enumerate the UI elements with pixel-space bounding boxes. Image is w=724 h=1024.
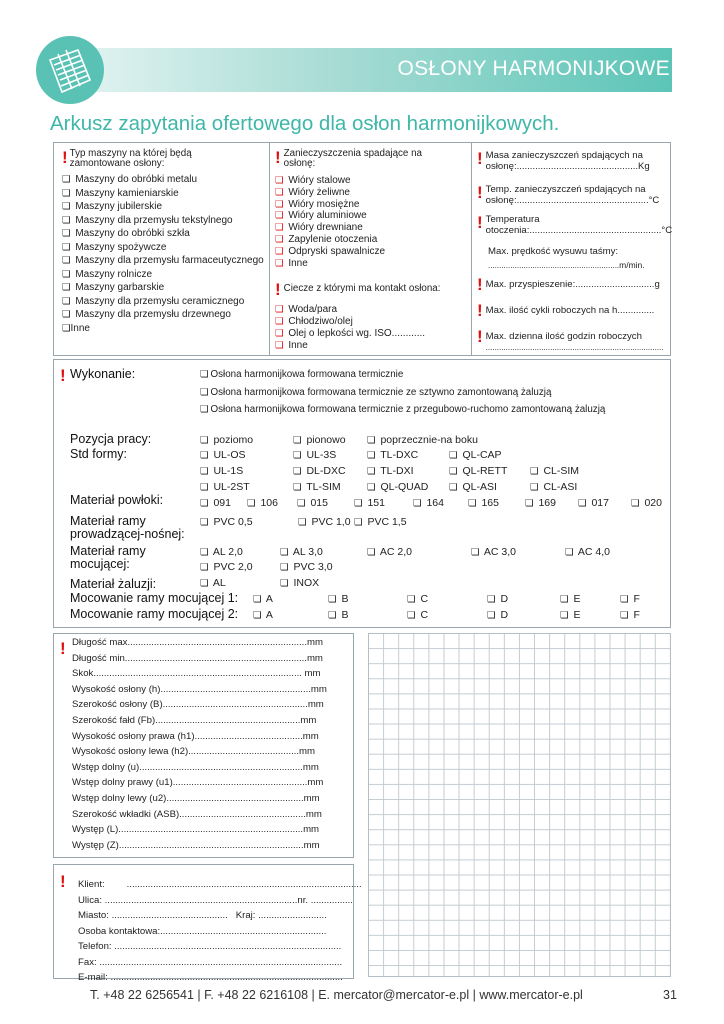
checkbox-icon[interactable]: ❏ <box>407 610 416 621</box>
page-title: Arkusz zapytania ofertowego dla osłon harmonijkowych. <box>50 112 560 135</box>
checkbox-icon[interactable]: ❏ <box>565 547 574 558</box>
work-position-option[interactable]: ❏ poziomo <box>200 434 254 446</box>
checkbox-icon[interactable]: ❏ <box>275 339 284 351</box>
mounting2-option[interactable]: ❏ A <box>253 609 273 621</box>
checkbox-icon[interactable]: ❏ <box>62 201 71 212</box>
checkbox-icon[interactable]: ❏ <box>253 610 262 621</box>
mounting2-option[interactable]: ❏ B <box>328 609 349 621</box>
contamination-option[interactable]: ❏ Wióry żeliwne <box>275 186 350 198</box>
std-form-option[interactable]: ❏ UL-3S <box>293 449 337 461</box>
checkbox-icon[interactable]: ❏ <box>275 222 284 234</box>
machine-type-option[interactable]: ❏ Maszyny garbarskie <box>62 282 165 293</box>
page-number: 31 <box>663 988 677 1002</box>
checkbox-icon[interactable]: ❏ <box>413 498 422 509</box>
contact-field[interactable]: Osoba kontaktowa:............................................................... <box>78 925 327 937</box>
checkbox-icon[interactable]: ❏ <box>367 482 376 493</box>
std-form-option[interactable]: ❏ TL-SIM <box>293 481 341 493</box>
contamination-option[interactable]: ❏ Zapylenie otoczenia <box>275 233 378 245</box>
checkbox-icon[interactable]: ❏ <box>200 498 209 509</box>
client-fields <box>78 877 362 986</box>
cover-material-option[interactable]: ❏ 164 <box>413 497 444 509</box>
checkbox-icon[interactable]: ❏ <box>367 435 376 446</box>
dimension-row[interactable]: Długość max....................................................................mm <box>72 637 323 648</box>
checkbox-icon[interactable]: ❏ <box>275 304 284 316</box>
mount-frame-material-option[interactable]: ❏ AC 3,0 <box>471 546 516 558</box>
std-form-option[interactable]: ❏ TL-DXC <box>367 449 419 461</box>
checkbox-icon[interactable]: ❏ <box>200 435 209 446</box>
mount-frame-material-option[interactable]: ❏ AC 2,0 <box>367 546 412 558</box>
cover-material-option[interactable]: ❏ 020 <box>631 497 662 509</box>
checkbox-icon[interactable]: ❏ <box>449 482 458 493</box>
mass-label: Masa zanieczyszczeń spdających na <box>485 150 643 161</box>
temp-label-2: osłonę: <box>485 195 517 206</box>
cover-material-label: Materiał powłoki: <box>70 493 164 507</box>
checkbox-icon[interactable]: ❏ <box>449 450 458 461</box>
warning-icon: ! <box>477 183 483 202</box>
checkbox-icon[interactable]: ❏ <box>200 517 209 528</box>
checkbox-icon[interactable]: ❏ <box>631 498 640 509</box>
liquid-option[interactable]: ❏ Inne <box>275 339 308 351</box>
checkbox-icon[interactable]: ❏ <box>275 316 284 328</box>
warning-icon: ! <box>275 280 281 300</box>
mounting2-label: Mocowanie ramy mocującej 2: <box>70 607 239 621</box>
checkbox-icon[interactable]: ❏ <box>620 610 629 621</box>
dimension-row[interactable]: Skok............................................................................... mm <box>72 668 321 680</box>
machine-type-option[interactable]: ❏ Maszyny jubilerskie <box>62 201 163 212</box>
contamination-option[interactable]: ❏ Wióry mosiężne <box>275 198 360 210</box>
liquid-option[interactable]: ❏ Olej o lepkości wg. ISO............ <box>275 327 426 339</box>
warning-icon: ! <box>275 148 281 167</box>
bellows-cover-logo-icon <box>36 36 104 104</box>
std-form-option[interactable]: ❏ QL-QUAD <box>367 481 429 493</box>
contamination-heading-2: osłonę: <box>283 158 316 169</box>
mounting2-option[interactable]: ❏ D <box>487 609 509 621</box>
checkbox-icon[interactable]: ❏ <box>200 450 209 461</box>
column-divider <box>269 142 270 356</box>
liquids-heading: Ciecze z którymi ma kontakt osłona: <box>283 283 441 295</box>
contamination-option[interactable]: ❏ Inne <box>275 257 308 269</box>
machine-type-heading: Typ maszyny na której będą <box>69 148 192 159</box>
std-form-option[interactable]: ❏ QL-ASI <box>449 481 497 493</box>
frame-material-label-2: prowadzącej-nośnej: <box>70 527 185 541</box>
execution-label: Wykonanie: <box>70 367 136 381</box>
contamination-section <box>275 149 469 352</box>
cover-material-option[interactable]: ❏ 106 <box>247 497 278 509</box>
checkbox-icon[interactable]: ❏ <box>275 186 284 198</box>
parameters-section <box>477 149 673 353</box>
mount-frame-material-option[interactable]: ❏ AC 4,0 <box>565 546 610 558</box>
work-position-option[interactable]: ❏ poprzecznie-na boku <box>367 434 478 446</box>
checkbox-icon[interactable]: ❏ <box>62 295 71 307</box>
execution-option[interactable]: ❏ Osłona harmonijkowa formowana termicznie <box>200 369 404 380</box>
checkbox-icon[interactable]: ❏ <box>280 547 289 558</box>
ambient-label: Temperatura <box>485 214 540 225</box>
execution-option[interactable]: ❏ Osłona harmonijkowa formowana termicznie z przegubowo-ruchomo zamontowaną żaluzją <box>200 404 606 415</box>
warning-icon: ! <box>477 301 483 320</box>
mounting1-label: Mocowanie ramy mocującej 1: <box>70 591 239 605</box>
checkbox-icon[interactable]: ❏ <box>62 241 71 253</box>
cover-material-option[interactable]: ❏ 165 <box>468 497 499 509</box>
checkbox-icon[interactable]: ❏ <box>367 547 376 558</box>
checkbox-icon[interactable]: ❏ <box>200 562 209 573</box>
warning-icon: ! <box>477 275 483 294</box>
checkbox-icon[interactable]: ❏ <box>367 450 376 461</box>
warning-icon: ! <box>477 149 483 168</box>
checkbox-icon[interactable]: ❏ <box>275 210 284 222</box>
cover-material-option[interactable]: ❏ 017 <box>578 497 609 509</box>
machine-type-option[interactable]: ❏ Maszyny kamieniarskie <box>62 187 179 199</box>
machine-type-option[interactable]: ❏Inne <box>62 322 90 334</box>
checkbox-icon[interactable]: ❏ <box>487 594 496 605</box>
accel-label: Max. przyspieszenie: <box>485 279 576 290</box>
mounting1-option[interactable]: ❏ C <box>407 593 429 605</box>
checkbox-icon[interactable]: ❏ <box>293 466 302 477</box>
execution-option[interactable]: ❏ Osłona harmonijkowa formowana termicznie ze sztywno zamontowaną żaluzją <box>200 386 552 398</box>
mount-frame-material-option[interactable]: ❏ AL 2,0 <box>200 546 243 558</box>
checkbox-icon[interactable]: ❏ <box>530 482 539 493</box>
dimension-row[interactable]: Wysokość osłony prawa (h1).........................................mm <box>72 730 319 742</box>
mounting2-option[interactable]: ❏ E <box>560 609 581 621</box>
dimension-row[interactable]: Występ (Z)......................................................................mm <box>72 839 320 851</box>
checkbox-icon[interactable]: ❏ <box>293 450 302 461</box>
std-form-option[interactable]: ❏ UL-2ST <box>200 481 250 493</box>
contamination-heading: Zanieczyszczenia spadające na <box>283 148 422 159</box>
temp-input[interactable]: .................................................. <box>516 195 649 206</box>
hours-input[interactable]: ................................................................................ <box>485 343 664 352</box>
checkbox-icon[interactable]: ❏ <box>468 498 477 509</box>
cycles-input[interactable]: .............. <box>617 305 655 316</box>
checkbox-icon[interactable]: ❏ <box>62 214 71 226</box>
speed-input[interactable]: ........................................................... <box>488 261 620 270</box>
ambient-unit: °C <box>661 225 673 236</box>
speed-unit: m/min. <box>619 260 645 270</box>
dimension-row[interactable]: Występ (L)......................................................................mm <box>72 824 320 836</box>
checkbox-icon[interactable]: ❏ <box>280 562 289 573</box>
column-divider <box>471 142 472 356</box>
ambient-label-2: otoczenia: <box>485 225 530 236</box>
mount-frame-material-option[interactable]: ❏ PVC 3,0 <box>280 561 333 573</box>
hours-label: Max. dzienna ilość godzin roboczych <box>485 331 642 342</box>
shutter-material-label: Materiał żaluzji: <box>70 577 157 591</box>
warning-icon: ! <box>60 639 66 658</box>
machine-type-option[interactable]: ❏ Maszyny dla przemysłu drzewnego <box>62 309 231 320</box>
dimension-row[interactable]: Wstęp dolny lewy (u2)....................................................mm <box>72 792 320 804</box>
contamination-option[interactable]: ❏ Wióry aluminiowe <box>275 210 367 222</box>
checkbox-icon[interactable]: ❏ <box>275 175 284 186</box>
dimension-row[interactable]: Szerokość wkładki (ASB)................................................mm <box>72 808 322 820</box>
std-form-option[interactable]: ❏ TL-DXI <box>367 465 414 477</box>
warning-icon: ! <box>477 327 483 346</box>
frame-material-option[interactable]: ❏ PVC 1,0 <box>298 516 351 528</box>
page-header-title: OSŁONY HARMONIJKOWE <box>397 57 670 80</box>
checkbox-icon[interactable]: ❏ <box>298 517 307 528</box>
checkbox-icon[interactable]: ❏ <box>200 386 209 398</box>
execution-options <box>200 366 605 419</box>
client-field[interactable]: Klient: ......................................................................................... <box>78 879 362 890</box>
cover-material-option[interactable]: ❏ 091 <box>200 497 231 509</box>
mounting2-option[interactable]: ❏ F <box>620 609 640 621</box>
checkbox-icon[interactable]: ❏ <box>62 282 71 293</box>
std-form-option[interactable]: ❏ UL-1S <box>200 465 244 477</box>
machine-type-option[interactable]: ❏ Maszyny dla przemysłu farmaceutycznego <box>62 255 264 266</box>
checkbox-icon[interactable]: ❏ <box>247 498 256 509</box>
work-position-label: Pozycja pracy: <box>70 432 152 446</box>
contamination-option[interactable]: ❏ Odpryski spawalnicze <box>275 245 386 257</box>
checkbox-icon[interactable]: ❏ <box>328 610 337 621</box>
checkbox-icon[interactable]: ❏ <box>297 498 306 509</box>
std-form-option[interactable]: ❏ UL-OS <box>200 449 246 461</box>
checkbox-icon[interactable]: ❏ <box>62 268 71 280</box>
checkbox-icon[interactable]: ❏ <box>530 466 539 477</box>
std-form-option[interactable]: ❏ CL-ASI <box>530 481 578 493</box>
checkbox-icon[interactable]: ❏ <box>407 594 416 605</box>
mounting1-option[interactable]: ❏ E <box>560 593 581 605</box>
mass-input[interactable]: .............................................. <box>516 161 639 172</box>
mass-unit: Kg <box>638 161 650 172</box>
warning-icon: ! <box>60 872 66 891</box>
dimension-row[interactable]: Wstęp dolny (u)..............................................................mm <box>72 761 319 773</box>
checkbox-icon[interactable]: ❏ <box>200 404 209 415</box>
checkbox-icon[interactable]: ❏ <box>449 466 458 477</box>
work-position-option[interactable]: ❏ pionowo <box>293 434 346 446</box>
mount-frame-material-label-1: Materiał ramy <box>70 544 146 558</box>
checkbox-icon[interactable]: ❏ <box>275 245 284 257</box>
mounting1-option[interactable]: ❏ A <box>253 593 273 605</box>
dimension-row[interactable]: Szerokość fałd (Fb).......................................................mm <box>72 714 317 726</box>
checkbox-icon[interactable]: ❏ <box>578 498 587 509</box>
street-field[interactable]: Ulica: .........................................................................nr. ................ <box>78 894 353 906</box>
machine-type-heading-2: zamontowane osłony: <box>69 158 165 169</box>
mounting1-option[interactable]: ❏ D <box>487 593 509 605</box>
checkbox-icon[interactable]: ❏ <box>275 327 284 339</box>
checkbox-icon[interactable]: ❏ <box>275 233 284 245</box>
checkbox-icon[interactable]: ❏ <box>200 482 209 493</box>
cover-material-option[interactable]: ❏ 015 <box>297 497 328 509</box>
mounting1-option[interactable]: ❏ F <box>620 593 640 605</box>
liquid-option[interactable]: ❏ Woda/para <box>275 304 338 316</box>
checkbox-icon[interactable]: ❏ <box>62 174 71 185</box>
city-field[interactable]: Miasto: ............................................ Kraj: .......................... <box>78 910 327 921</box>
dimension-row[interactable]: Wysokość osłony (h).........................................................mm <box>72 683 327 695</box>
checkbox-icon[interactable]: ❏ <box>293 482 302 493</box>
temp-label: Temp. zanieczyszczeń spdających na <box>485 184 646 195</box>
mounting1-option[interactable]: ❏ B <box>328 593 349 605</box>
checkbox-icon[interactable]: ❏ <box>354 517 363 528</box>
warning-icon: ! <box>477 213 483 232</box>
shutter-material-option[interactable]: ❏ INOX <box>280 577 320 589</box>
email-field[interactable]: E-mail: ........................................................................................ <box>78 972 343 983</box>
sketch-grid[interactable] <box>368 633 671 977</box>
dimensions-list <box>72 635 327 853</box>
std-form-option[interactable]: ❏ QL-CAP <box>449 449 502 461</box>
checkbox-icon[interactable]: ❏ <box>62 187 71 199</box>
checkbox-icon[interactable]: ❏ <box>487 610 496 621</box>
contamination-option[interactable]: ❏ Wióry stalowe <box>275 175 351 186</box>
checkbox-icon[interactable]: ❏ <box>200 547 209 558</box>
mounting2-option[interactable]: ❏ C <box>407 609 429 621</box>
liquid-option[interactable]: ❏ Chłodziwo/olej <box>275 316 353 328</box>
dimension-row[interactable]: Długość min.....................................................................mm <box>72 652 323 664</box>
checkbox-icon[interactable]: ❏ <box>354 498 363 509</box>
frame-material-label-1: Materiał ramy <box>70 514 146 528</box>
cover-material-option[interactable]: ❏ 169 <box>525 497 556 509</box>
speed-label: Max. prędkość wysuwu taśmy: <box>488 246 619 257</box>
checkbox-icon[interactable]: ❏ <box>62 228 71 239</box>
dimension-row[interactable]: Szerokość osłony (B).......................................................mm <box>72 699 324 711</box>
checkbox-icon[interactable]: ❏ <box>328 594 337 605</box>
mount-frame-material-option[interactable]: ❏ AL 3,0 <box>280 546 323 558</box>
std-form-option[interactable]: ❏ DL-DXC <box>293 465 346 477</box>
shutter-material-option[interactable]: ❏ AL <box>200 577 226 589</box>
checkbox-icon[interactable]: ❏ <box>560 594 569 605</box>
checkbox-icon[interactable]: ❏ <box>253 594 262 605</box>
checkbox-icon[interactable]: ❏ <box>62 322 71 334</box>
machine-type-option[interactable]: ❏ Maszyny dla przemysłu ceramicznego <box>62 295 245 307</box>
std-form-option[interactable]: ❏ QL-RETT <box>449 465 508 477</box>
mount-frame-material-label-2: mocującej: <box>70 557 130 571</box>
checkbox-icon[interactable]: ❏ <box>275 257 284 269</box>
machine-type-section <box>62 149 267 336</box>
cover-material-option[interactable]: ❏ 151 <box>354 497 385 509</box>
std-form-option[interactable]: ❏ CL-SIM <box>530 465 580 477</box>
machine-type-option[interactable]: ❏ Maszyny spożywcze <box>62 241 167 253</box>
warning-icon: ! <box>62 148 68 167</box>
mount-frame-material-label <box>70 545 146 571</box>
machine-type-option[interactable]: ❏ Maszyny rolnicze <box>62 268 153 280</box>
frame-material-option[interactable]: ❏ PVC 0,5 <box>200 516 253 528</box>
checkbox-icon[interactable]: ❏ <box>280 578 289 589</box>
footer-contact: T. +48 22 6256541 | F. +48 22 6216108 | E. mercator@mercator-e.pl | www.mercator-e.pl <box>90 988 583 1002</box>
warning-icon: ! <box>60 366 66 385</box>
machine-type-option[interactable]: ❏ Maszyny do obróbki metalu <box>62 174 198 185</box>
cycles-label: Max. ilość cykli roboczych na h <box>485 305 618 316</box>
checkbox-icon[interactable]: ❏ <box>525 498 534 509</box>
frame-material-label <box>70 515 185 541</box>
accel-input[interactable]: .............................. <box>575 279 655 290</box>
dimension-row[interactable]: Wysokość osłony lewa (h2)..........................................mm <box>72 746 315 758</box>
machine-type-option[interactable]: ❏ Maszyny dla przemysłu tekstylnego <box>62 214 233 226</box>
temp-unit: °C <box>648 195 660 206</box>
mount-frame-material-option[interactable]: ❏ PVC 2,0 <box>200 561 253 573</box>
checkbox-icon[interactable]: ❏ <box>200 369 209 380</box>
checkbox-icon[interactable]: ❏ <box>560 610 569 621</box>
checkbox-icon[interactable]: ❏ <box>62 255 71 266</box>
checkbox-icon[interactable]: ❏ <box>62 309 71 320</box>
checkbox-icon[interactable]: ❏ <box>275 198 284 210</box>
contamination-option[interactable]: ❏ Wióry drewniane <box>275 222 363 234</box>
checkbox-icon[interactable]: ❏ <box>620 594 629 605</box>
checkbox-icon[interactable]: ❏ <box>367 466 376 477</box>
ambient-input[interactable]: .................................................. <box>529 225 662 236</box>
mass-label-2: osłonę: <box>485 161 517 172</box>
std-forms-label: Std formy: <box>70 447 127 461</box>
frame-material-option[interactable]: ❏ PVC 1,5 <box>354 516 407 528</box>
checkbox-icon[interactable]: ❏ <box>293 435 302 446</box>
machine-type-option[interactable]: ❏ Maszyny do obróbki szkła <box>62 228 190 239</box>
checkbox-icon[interactable]: ❏ <box>200 466 209 477</box>
checkbox-icon[interactable]: ❏ <box>200 578 209 589</box>
checkbox-icon[interactable]: ❏ <box>471 547 480 558</box>
fax-field[interactable]: Fax: ............................................................................................ <box>78 956 343 968</box>
phone-field[interactable]: Telefon: ...................................................................................... <box>78 941 342 952</box>
dimension-row[interactable]: Wstęp dolny prawy (u1)...................................................mm <box>72 777 324 789</box>
accel-unit: g <box>654 279 660 290</box>
